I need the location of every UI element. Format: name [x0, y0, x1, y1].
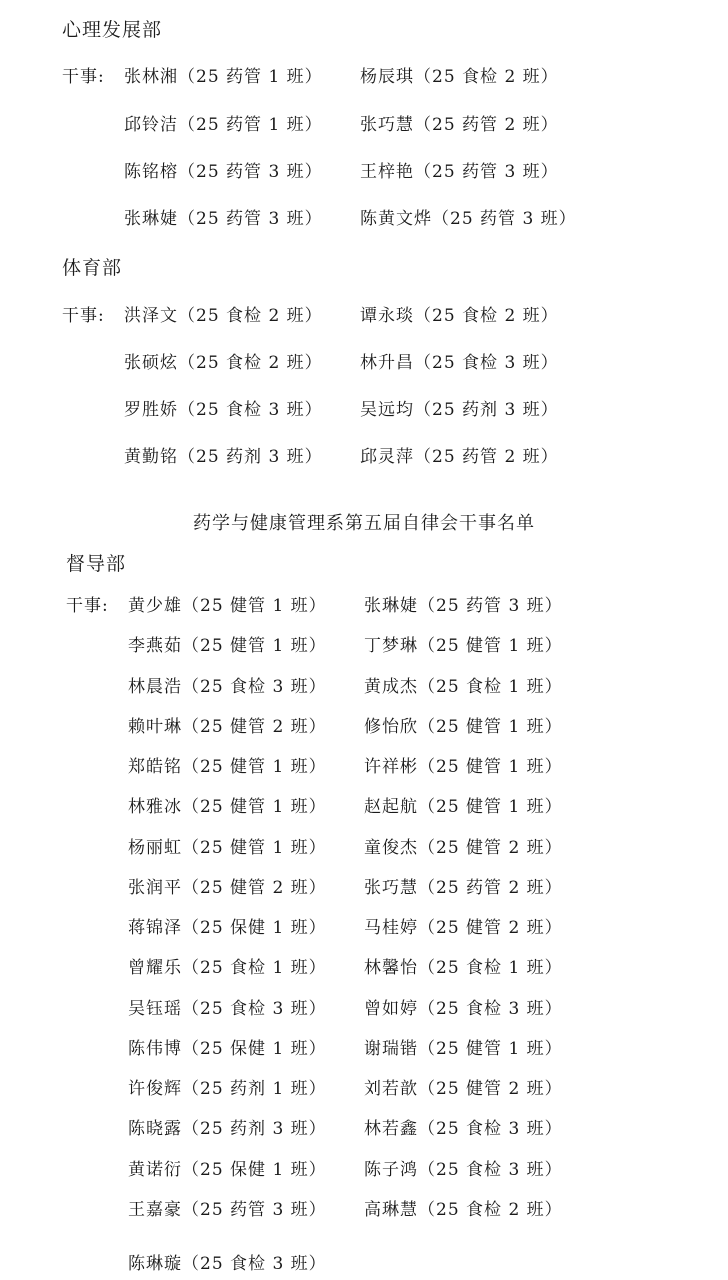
member-entry: 谢瑞锴（25 健管 1 班）	[364, 1039, 563, 1059]
list-item	[66, 792, 666, 820]
staff-label: 干事:	[62, 306, 105, 326]
member-entry: 张琳婕（25 药管 3 班）	[124, 209, 323, 229]
list-item	[66, 913, 666, 941]
list-item	[62, 157, 662, 185]
list-item	[66, 591, 666, 619]
member-entry: 黄诺衍（25 保健 1 班）	[128, 1160, 327, 1180]
member-entry: 张琳婕（25 药管 3 班）	[364, 596, 563, 616]
member-entry: 林馨怡（25 食检 1 班）	[364, 958, 563, 978]
member-entry: 张润平（25 健管 2 班）	[128, 878, 327, 898]
member-entry: 林升昌（25 食检 3 班）	[360, 353, 559, 373]
member-entry: 谭永琰（25 食检 2 班）	[360, 306, 559, 326]
list-item	[62, 442, 662, 470]
member-entry: 林晨浩（25 食检 3 班）	[128, 677, 327, 697]
member-entry: 蒋锦泽（25 保健 1 班）	[128, 918, 327, 938]
member-entry: 赵起航（25 健管 1 班）	[364, 797, 563, 817]
member-entry: 陈琳璇（25 食检 3 班）	[128, 1254, 327, 1274]
list-item	[66, 1114, 666, 1142]
member-entry: 陈子鸿（25 食检 3 班）	[364, 1160, 563, 1180]
staff-label: 干事:	[66, 596, 109, 616]
page-title: 药学与健康管理系第五届自律会干事名单	[193, 513, 535, 534]
department-title: 体育部	[62, 257, 123, 279]
member-entry: 陈晓露（25 药剂 3 班）	[128, 1119, 327, 1139]
member-entry: 杨丽虹（25 健管 1 班）	[128, 838, 327, 858]
member-entry: 曾耀乐（25 食检 1 班）	[128, 958, 327, 978]
list-item	[66, 1074, 666, 1102]
department-title: 心理发展部	[62, 19, 163, 41]
member-entry: 张巧慧（25 药管 2 班）	[364, 878, 563, 898]
member-entry: 马桂婷（25 健管 2 班）	[364, 918, 563, 938]
member-entry: 许俊辉（25 药剂 1 班）	[128, 1079, 327, 1099]
list-item	[66, 712, 666, 740]
member-entry: 王嘉豪（25 药管 3 班）	[128, 1200, 327, 1220]
member-entry: 杨辰琪（25 食检 2 班）	[360, 67, 559, 87]
staff-label: 干事:	[62, 67, 105, 87]
member-entry: 童俊杰（25 健管 2 班）	[364, 838, 563, 858]
list-item	[66, 873, 666, 901]
list-item	[62, 348, 662, 376]
list-item	[62, 110, 662, 138]
list-item	[66, 631, 666, 659]
list-item	[62, 301, 662, 329]
member-entry: 洪泽文（25 食检 2 班）	[124, 306, 323, 326]
list-item	[66, 833, 666, 861]
member-entry: 邱灵萍（25 药管 2 班）	[360, 447, 559, 467]
member-entry: 高琳慧（25 食检 2 班）	[364, 1200, 563, 1220]
member-entry: 吴钰瑶（25 食检 3 班）	[128, 999, 327, 1019]
member-entry: 邱铃洁（25 药管 1 班）	[124, 115, 323, 135]
member-entry: 陈铭榕（25 药管 3 班）	[124, 162, 323, 182]
member-entry: 曾如婷（25 食检 3 班）	[364, 999, 563, 1019]
list-item	[66, 953, 666, 981]
member-entry: 刘若歆（25 健管 2 班）	[364, 1079, 563, 1099]
member-entry: 张林湘（25 药管 1 班）	[124, 67, 323, 87]
member-entry: 罗胜娇（25 食检 3 班）	[124, 400, 323, 420]
member-entry: 陈伟博（25 保健 1 班）	[128, 1039, 327, 1059]
member-entry: 许祥彬（25 健管 1 班）	[364, 757, 563, 777]
member-entry: 赖叶琳（25 健管 2 班）	[128, 717, 327, 737]
member-entry: 王梓艳（25 药管 3 班）	[360, 162, 559, 182]
list-item	[66, 1195, 666, 1223]
member-entry: 黄少雄（25 健管 1 班）	[128, 596, 327, 616]
department-title: 督导部	[66, 553, 127, 575]
member-entry: 李燕茹（25 健管 1 班）	[128, 636, 327, 656]
member-entry: 陈黄文烨（25 药管 3 班）	[360, 209, 577, 229]
list-item	[66, 1155, 666, 1183]
list-item	[66, 994, 666, 1022]
member-entry: 丁梦琳（25 健管 1 班）	[364, 636, 563, 656]
list-item	[62, 204, 662, 232]
member-entry: 修怡欣（25 健管 1 班）	[364, 717, 563, 737]
list-item	[66, 752, 666, 780]
member-entry: 林若鑫（25 食检 3 班）	[364, 1119, 563, 1139]
list-item	[62, 395, 662, 423]
member-entry: 郑皓铭（25 健管 1 班）	[128, 757, 327, 777]
member-entry: 张硕炫（25 食检 2 班）	[124, 353, 323, 373]
list-item	[62, 62, 662, 90]
member-entry: 黄勤铭（25 药剂 3 班）	[124, 447, 323, 467]
list-item	[66, 1249, 666, 1277]
list-item	[66, 672, 666, 700]
member-entry: 张巧慧（25 药管 2 班）	[360, 115, 559, 135]
member-entry: 林雅冰（25 健管 1 班）	[128, 797, 327, 817]
member-entry: 吴远均（25 药剂 3 班）	[360, 400, 559, 420]
list-item	[66, 1034, 666, 1062]
member-entry: 黄成杰（25 食检 1 班）	[364, 677, 563, 697]
